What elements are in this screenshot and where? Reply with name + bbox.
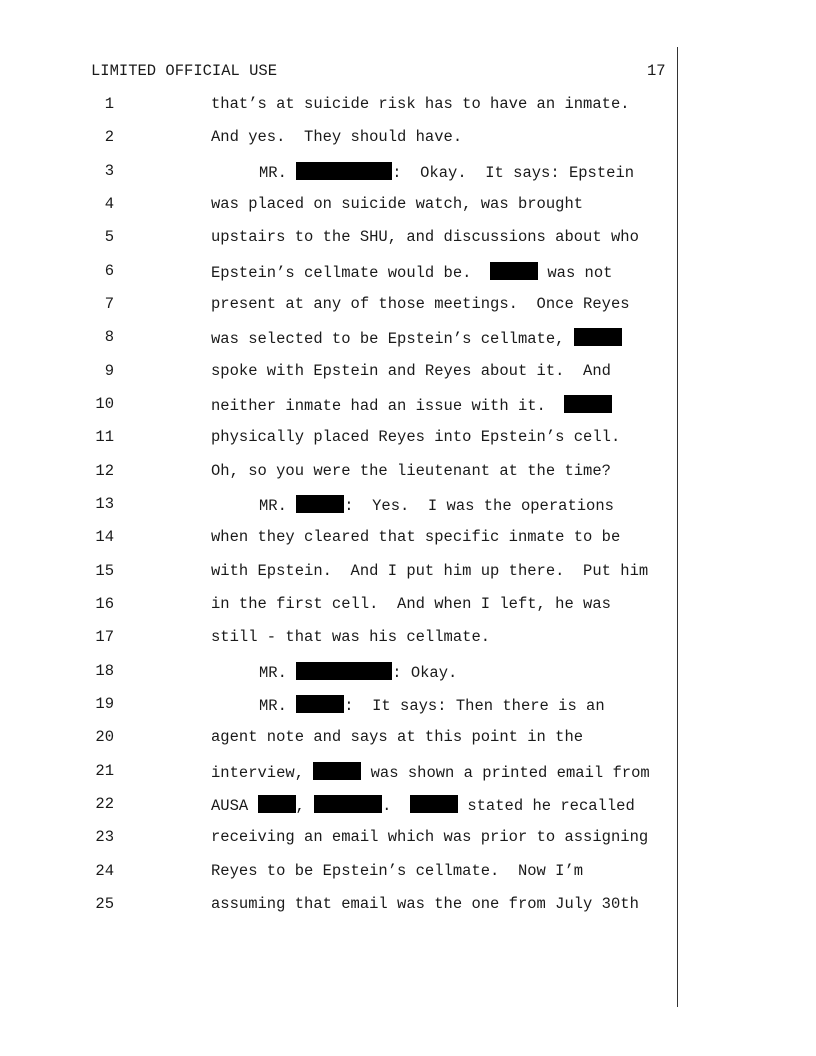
line-number: 4: [104, 195, 114, 213]
transcript-line: [0, 195, 816, 215]
line-number: 5: [104, 228, 114, 246]
transcript-line: [0, 295, 816, 315]
transcript-line: [0, 528, 816, 548]
line-number: 3: [104, 162, 114, 180]
line-number: 12: [95, 462, 114, 480]
line-text: AUSA , . stated he recalled: [211, 797, 635, 815]
line-text: Oh, so you were the lieutenant at the time?: [211, 462, 611, 480]
line-text: present at any of those meetings. Once Reyes: [211, 295, 630, 313]
line-number: 19: [95, 695, 114, 713]
transcript-line: [0, 795, 816, 815]
line-number: 6: [104, 262, 114, 280]
transcript-line: [0, 695, 816, 715]
line-text: still - that was his cellmate.: [211, 628, 491, 646]
line-text: physically placed Reyes into Epstein’s cell.: [211, 428, 621, 446]
transcript-line: [0, 228, 816, 248]
line-number: 17: [95, 628, 114, 646]
redaction-box: [296, 695, 344, 713]
line-number: 1: [104, 95, 114, 113]
line-text: was placed on suicide watch, was brought: [211, 195, 584, 213]
line-text: MR. : It says: Then there is an: [259, 697, 605, 715]
transcript-line: [0, 728, 816, 748]
line-text: that’s at suicide risk has to have an inmate.: [211, 95, 630, 113]
line-text: in the first cell. And when I left, he was: [211, 595, 611, 613]
transcript-line: [0, 628, 816, 648]
transcript-line: [0, 762, 816, 782]
transcript-line: [0, 395, 816, 415]
redaction-box: [296, 495, 344, 513]
line-number: 20: [95, 728, 114, 746]
line-number: 15: [95, 562, 114, 580]
line-number: 24: [95, 862, 114, 880]
line-text: interview, was shown a printed email from: [211, 764, 650, 782]
line-text: Reyes to be Epstein’s cellmate. Now I’m: [211, 862, 584, 880]
redaction-box: [564, 395, 612, 413]
line-number: 7: [104, 295, 114, 313]
transcript-line: [0, 895, 816, 915]
redaction-box: [258, 795, 296, 813]
line-number: 13: [95, 495, 114, 513]
line-text: MR. : Yes. I was the operations: [259, 497, 614, 515]
line-number: 21: [95, 762, 114, 780]
transcript-line: [0, 862, 816, 882]
line-text: MR. : Okay. It says: Epstein: [259, 164, 635, 182]
transcript-line: [0, 362, 816, 382]
line-number: 14: [95, 528, 114, 546]
line-number: 25: [95, 895, 114, 913]
redaction-box: [574, 328, 622, 346]
line-number: 2: [104, 128, 114, 146]
line-text: with Epstein. And I put him up there. Put him: [211, 562, 649, 580]
redaction-box: [313, 762, 361, 780]
redaction-box: [296, 162, 392, 180]
line-text: upstairs to the SHU, and discussions about who: [211, 228, 639, 246]
transcript-line: [0, 262, 816, 282]
transcript-line: [0, 595, 816, 615]
page-header-classification: LIMITED OFFICIAL USE: [91, 62, 278, 80]
line-text: And yes. They should have.: [211, 128, 463, 146]
transcript-line: [0, 462, 816, 482]
line-text: when they cleared that specific inmate to be: [211, 528, 621, 546]
transcript-line: [0, 495, 816, 515]
page-number: 17: [647, 62, 666, 80]
transcript-line: [0, 95, 816, 115]
transcript-line: [0, 328, 816, 348]
transcript-line: [0, 828, 816, 848]
line-number: 16: [95, 595, 114, 613]
line-number: 10: [95, 395, 114, 413]
line-number: 18: [95, 662, 114, 680]
transcript-line: [0, 428, 816, 448]
line-number: 23: [95, 828, 114, 846]
line-text: assuming that email was the one from July 30th: [211, 895, 639, 913]
line-text: agent note and says at this point in the: [211, 728, 584, 746]
line-number: 8: [104, 328, 114, 346]
redaction-box: [490, 262, 538, 280]
line-number: 9: [104, 362, 114, 380]
transcript-line: [0, 128, 816, 148]
line-text: neither inmate had an issue with it.: [211, 395, 612, 415]
line-text: spoke with Epstein and Reyes about it. And: [211, 362, 611, 380]
transcript-line: [0, 662, 816, 682]
line-number: 11: [95, 428, 114, 446]
redaction-box: [410, 795, 458, 813]
line-text: was selected to be Epstein’s cellmate,: [211, 328, 622, 348]
line-text: MR. : Okay.: [259, 664, 458, 682]
line-text: receiving an email which was prior to assigning: [211, 828, 649, 846]
redaction-box: [296, 662, 392, 680]
redaction-box: [314, 795, 382, 813]
line-number: 22: [95, 795, 114, 813]
line-text: Epstein’s cellmate would be. was not: [211, 264, 613, 282]
transcript-line: [0, 162, 816, 182]
transcript-line: [0, 562, 816, 582]
